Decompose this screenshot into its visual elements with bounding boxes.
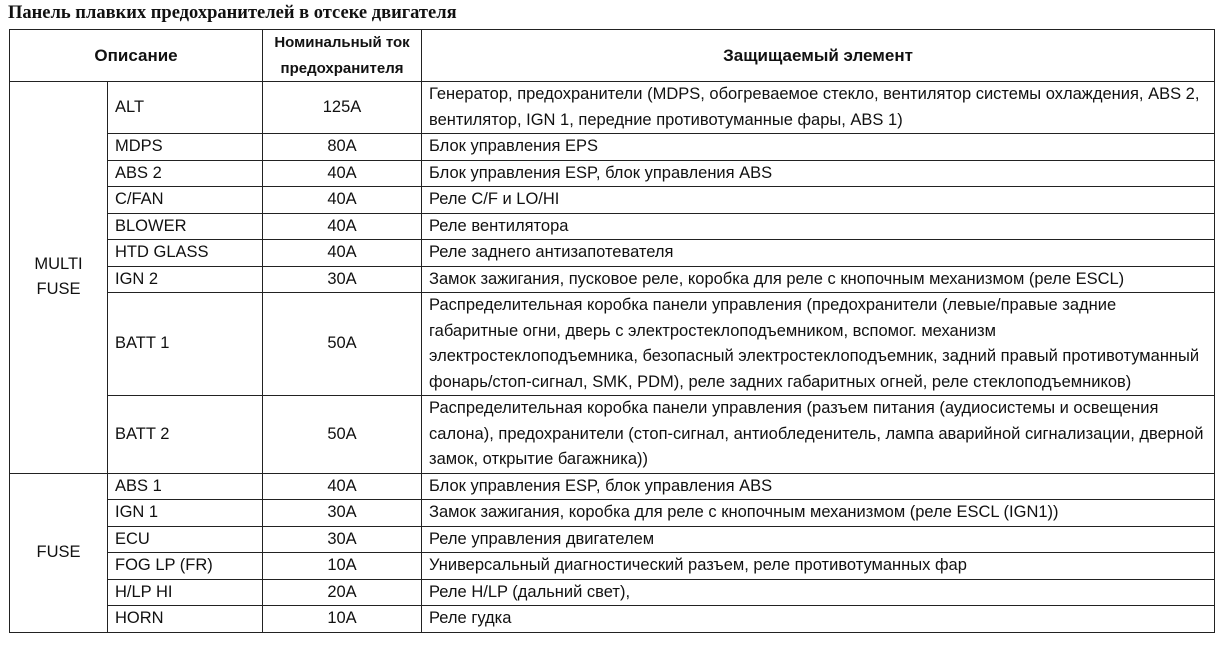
header-protected-element: Защищаемый элемент bbox=[422, 30, 1215, 82]
fuse-rating: 30A bbox=[263, 500, 422, 527]
fuse-rating: 20A bbox=[263, 579, 422, 606]
table-row bbox=[10, 473, 1215, 500]
fuse-name: C/FAN bbox=[108, 187, 263, 214]
fuse-name: BLOWER bbox=[108, 213, 263, 240]
fuse-name: IGN 2 bbox=[108, 266, 263, 293]
page-title: Панель плавких предохранителей в отсеке двигателя bbox=[8, 3, 457, 23]
table-body bbox=[10, 82, 1215, 633]
protected-element: Замок зажигания, коробка для реле с кнопочным механизмом (реле ESCL (IGN1)) bbox=[422, 500, 1215, 527]
table-row bbox=[10, 134, 1215, 161]
fuse-rating: 40A bbox=[263, 160, 422, 187]
table-row bbox=[10, 240, 1215, 267]
fuse-name: IGN 1 bbox=[108, 500, 263, 527]
fuse-name: ABS 2 bbox=[108, 160, 263, 187]
fuse-rating: 30A bbox=[263, 526, 422, 553]
fuse-table bbox=[9, 29, 1215, 633]
table-row bbox=[10, 500, 1215, 527]
fuse-rating: 40A bbox=[263, 473, 422, 500]
fuse-rating: 40A bbox=[263, 187, 422, 214]
table-row bbox=[10, 187, 1215, 214]
protected-element: Блок управления ESP, блок управления ABS bbox=[422, 160, 1215, 187]
protected-element: Реле гудка bbox=[422, 606, 1215, 633]
fuse-name: HORN bbox=[108, 606, 263, 633]
fuse-name: HTD GLASS bbox=[108, 240, 263, 267]
fuse-rating: 50A bbox=[263, 293, 422, 396]
table-row bbox=[10, 160, 1215, 187]
table-row bbox=[10, 266, 1215, 293]
fuse-rating: 80A bbox=[263, 134, 422, 161]
protected-element: Блок управления ESP, блок управления ABS bbox=[422, 473, 1215, 500]
fuse-name: H/LP HI bbox=[108, 579, 263, 606]
header-description: Описание bbox=[10, 30, 263, 82]
fuse-rating: 40A bbox=[263, 213, 422, 240]
group-label: MULTI FUSE bbox=[10, 82, 108, 474]
protected-element: Распределительная коробка панели управления (предохранители (левые/правые задние габаритные огни, дверь с электростеклоподъемником, вспомог. механизм электростеклоподъемника, безопасный электростеклоподъемник, задний правый противотуманный фонарь/стоп-сигнал, SMK, PDM), реле задних габаритных огней, реле стеклоподъемников) bbox=[422, 293, 1215, 396]
table-row bbox=[10, 396, 1215, 474]
protected-element: Реле вентилятора bbox=[422, 213, 1215, 240]
protected-element: Блок управления EPS bbox=[422, 134, 1215, 161]
table-row bbox=[10, 579, 1215, 606]
fuse-name: BATT 1 bbox=[108, 293, 263, 396]
table-header-row bbox=[10, 30, 1215, 82]
fuse-rating: 40A bbox=[263, 240, 422, 267]
fuse-rating: 30A bbox=[263, 266, 422, 293]
fuse-rating: 10A bbox=[263, 606, 422, 633]
table-row bbox=[10, 82, 1215, 134]
fuse-name: BATT 2 bbox=[108, 396, 263, 474]
table-row bbox=[10, 526, 1215, 553]
fuse-name: MDPS bbox=[108, 134, 263, 161]
protected-element: Реле H/LP (дальний свет), bbox=[422, 579, 1215, 606]
table-row bbox=[10, 293, 1215, 396]
fuse-rating: 125A bbox=[263, 82, 422, 134]
fuse-rating: 10A bbox=[263, 553, 422, 580]
table-row bbox=[10, 213, 1215, 240]
fuse-name: ALT bbox=[108, 82, 263, 134]
fuse-rating: 50A bbox=[263, 396, 422, 474]
table-row bbox=[10, 606, 1215, 633]
fuse-name: ECU bbox=[108, 526, 263, 553]
protected-element: Универсальный диагностический разъем, реле противотуманных фар bbox=[422, 553, 1215, 580]
protected-element: Распределительная коробка панели управления (разъем питания (аудиосистемы и освещения салона), предохранители (стоп-сигнал, антиобледенитель, лампа аварийной сигнализации, дверной замок, открытие багажника)) bbox=[422, 396, 1215, 474]
fuse-name: ABS 1 bbox=[108, 473, 263, 500]
protected-element: Замок зажигания, пусковое реле, коробка для реле с кнопочным механизмом (реле ESCL) bbox=[422, 266, 1215, 293]
protected-element: Генератор, предохранители (MDPS, обогреваемое стекло, вентилятор системы охлаждения, ABS 2, вентилятор, IGN 1, передние противотуманные фары, ABS 1) bbox=[422, 82, 1215, 134]
protected-element: Реле управления двигателем bbox=[422, 526, 1215, 553]
protected-element: Реле C/F и LO/HI bbox=[422, 187, 1215, 214]
group-label: FUSE bbox=[10, 473, 108, 632]
table-row bbox=[10, 553, 1215, 580]
protected-element: Реле заднего антизапотевателя bbox=[422, 240, 1215, 267]
fuse-name: FOG LP (FR) bbox=[108, 553, 263, 580]
header-rating: Номинальный ток предохранителя bbox=[263, 30, 422, 82]
